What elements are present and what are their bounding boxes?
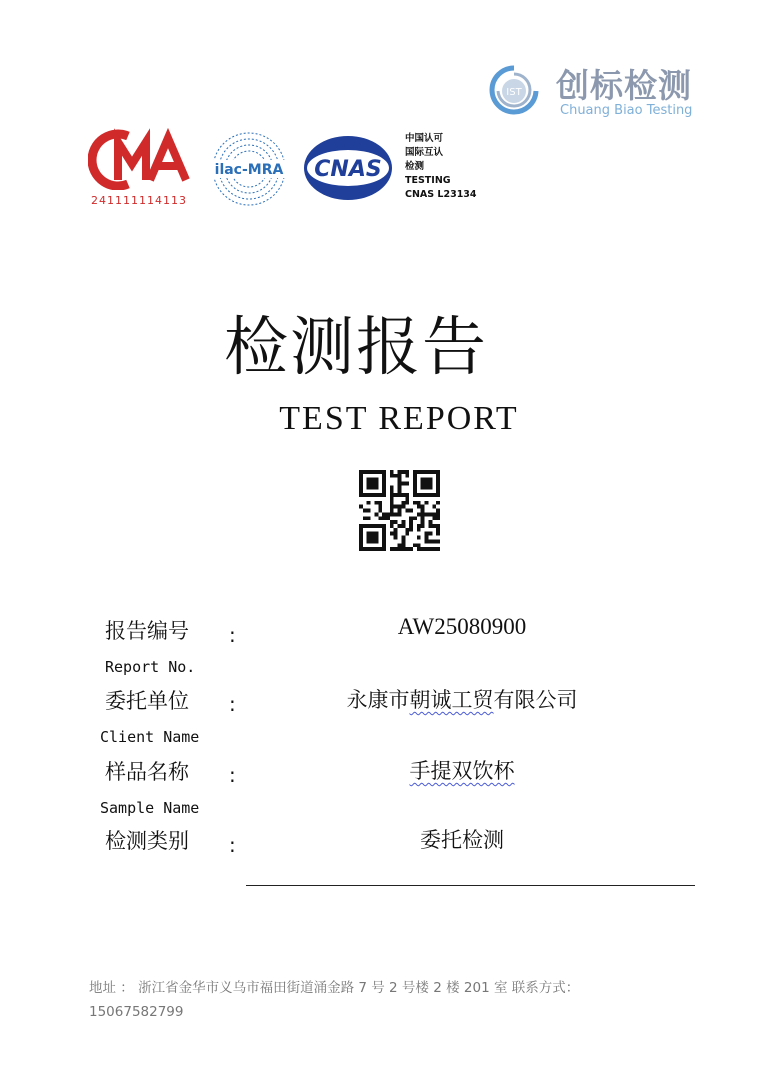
qr-module [382, 482, 386, 486]
qr-module [382, 512, 386, 516]
qr-module [432, 505, 436, 509]
qr-module [425, 539, 429, 543]
qr-module [367, 547, 371, 551]
qr-module [401, 501, 405, 505]
qr-module [428, 532, 432, 536]
client-name-value [242, 684, 682, 714]
qr-module [413, 489, 417, 493]
qr-module [378, 516, 382, 520]
qr-module [371, 524, 375, 528]
qr-module [374, 493, 378, 497]
qr-module [382, 547, 386, 551]
qr-module [390, 547, 394, 551]
qr-module [405, 482, 409, 486]
qr-module [401, 543, 405, 547]
qr-module [432, 516, 436, 520]
cnas-line: 国际互认 [405, 147, 444, 158]
qr-module [390, 520, 394, 524]
qr-module [401, 482, 405, 486]
qr-module [436, 509, 440, 513]
qr-module [390, 474, 394, 478]
qr-module [382, 485, 386, 489]
sample-name-label-en: Sample Name [100, 799, 200, 817]
qr-module [417, 524, 421, 528]
qr-module [386, 516, 390, 520]
qr-module [436, 547, 440, 551]
qr-module [378, 493, 382, 497]
report-no-label-en: Report No. [105, 658, 196, 676]
qr-module [367, 539, 371, 543]
qr-module [359, 543, 363, 547]
qr-module [394, 474, 398, 478]
qr-module [367, 509, 371, 513]
qr-module [398, 547, 402, 551]
qr-module [386, 512, 390, 516]
qr-module [428, 485, 432, 489]
footer [89, 976, 689, 1024]
qr-module [425, 501, 429, 505]
footer-phone: 15067582799 [89, 1004, 184, 1020]
qr-module [398, 470, 402, 474]
qr-module [394, 532, 398, 536]
qr-module [425, 485, 429, 489]
qr-module [382, 528, 386, 532]
qr-module [417, 470, 421, 474]
qr-module [363, 524, 367, 528]
qr-module [428, 539, 432, 543]
qr-module [421, 509, 425, 513]
qr-module [378, 509, 382, 513]
footer-address: 地址 ： 浙江省金华市义乌市福田街道涌金路 7 号 2 号楼 2 楼 201 室 联系方式： [89, 980, 580, 996]
qr-module [421, 524, 425, 528]
qr-module [378, 547, 382, 551]
qr-module [371, 539, 375, 543]
cnas-line: 检测 [405, 161, 425, 172]
qr-module [382, 539, 386, 543]
qr-module [398, 524, 402, 528]
qr-module [394, 505, 398, 509]
qr-module [371, 482, 375, 486]
cnas-line: 中国认可 [405, 133, 444, 144]
sample-name-text: 手提双饮杯 [409, 759, 515, 783]
qr-module [390, 505, 394, 509]
qr-module [417, 493, 421, 497]
qr-module [374, 478, 378, 482]
qr-module [417, 528, 421, 532]
sample-name-colon: : [229, 763, 236, 787]
qr-module [405, 470, 409, 474]
qr-module [359, 493, 363, 497]
qr-module [405, 532, 409, 536]
qr-module [417, 536, 421, 540]
qr-module [367, 536, 371, 540]
qr-module [425, 532, 429, 536]
qr-module [374, 532, 378, 536]
qr-module [394, 536, 398, 540]
cnas-logo-text: CNAS [314, 157, 382, 182]
qr-module [401, 505, 405, 509]
qr-module [409, 509, 413, 513]
qr-module [425, 482, 429, 486]
qr-module [394, 528, 398, 532]
qr-module [374, 547, 378, 551]
company-name-cn: 创标检测 [556, 66, 692, 105]
qr-module [436, 501, 440, 505]
qr-module [398, 489, 402, 493]
qr-module [425, 536, 429, 540]
qr-module [401, 539, 405, 543]
qr-module [436, 474, 440, 478]
test-type-value: 委托检测 [420, 828, 504, 852]
qr-module [417, 543, 421, 547]
qr-module [382, 489, 386, 493]
qr-module [398, 474, 402, 478]
qr-module [428, 547, 432, 551]
report-no-colon: : [229, 623, 236, 647]
ist-logo-icon [488, 64, 540, 118]
qr-module [394, 493, 398, 497]
qr-module [432, 512, 436, 516]
qr-module [432, 539, 436, 543]
client-name-part: 有限公司 [493, 688, 578, 712]
client-name-colon: : [229, 692, 236, 716]
qr-module [390, 509, 394, 513]
qr-module [390, 512, 394, 516]
qr-module [367, 478, 371, 482]
qr-module [413, 482, 417, 486]
qr-module [382, 474, 386, 478]
report-title-en: TEST REPORT [279, 400, 519, 437]
qr-module [367, 532, 371, 536]
ilac-text: ilac-MRA [214, 162, 284, 178]
qr-module [413, 470, 417, 474]
qr-module [436, 485, 440, 489]
test-type-colon: : [229, 833, 236, 857]
qr-module [374, 524, 378, 528]
qr-module [359, 536, 363, 540]
qr-module [374, 539, 378, 543]
qr-module [428, 524, 432, 528]
qr-module [436, 512, 440, 516]
qr-module [417, 512, 421, 516]
qr-module [382, 516, 386, 520]
qr-module [425, 493, 429, 497]
qr-module [371, 493, 375, 497]
qr-module [436, 539, 440, 543]
qr-module [374, 536, 378, 540]
qr-module [390, 497, 394, 501]
qr-module [394, 512, 398, 516]
qr-module [359, 524, 363, 528]
qr-module [432, 470, 436, 474]
qr-module [367, 516, 371, 520]
qr-module [382, 536, 386, 540]
qr-module [390, 485, 394, 489]
qr-module [374, 501, 378, 505]
qr-module [367, 501, 371, 505]
qr-module [382, 478, 386, 482]
qr-module [421, 470, 425, 474]
qr-module [436, 470, 440, 474]
qr-module [390, 524, 394, 528]
qr-module [417, 501, 421, 505]
qr-module [436, 528, 440, 532]
qr-module [359, 485, 363, 489]
qr-module [382, 543, 386, 547]
qr-module [421, 547, 425, 551]
qr-module [413, 485, 417, 489]
qr-module [363, 493, 367, 497]
qr-module [382, 532, 386, 536]
qr-module [371, 536, 375, 540]
client-name-label-en: Client Name [100, 728, 200, 746]
qr-module [394, 547, 398, 551]
qr-module [401, 524, 405, 528]
cnas-logo [302, 134, 394, 202]
qr-module [390, 489, 394, 493]
qr-module [405, 547, 409, 551]
qr-module [394, 520, 398, 524]
qr-module [390, 501, 394, 505]
qr-module [428, 482, 432, 486]
qr-module [363, 516, 367, 520]
qr-module [421, 512, 425, 516]
qr-module [374, 482, 378, 486]
qr-module [425, 470, 429, 474]
qr-module [398, 493, 402, 497]
qr-module [359, 482, 363, 486]
qr-module [432, 493, 436, 497]
client-name-part: 永康市 [346, 688, 410, 712]
qr-module [359, 539, 363, 543]
qr-module [382, 470, 386, 474]
qr-module [413, 478, 417, 482]
qr-module [382, 493, 386, 497]
qr-module [359, 478, 363, 482]
qr-module [398, 505, 402, 509]
ilac-mra-logo [208, 128, 290, 210]
qr-module [367, 485, 371, 489]
qr-module [436, 524, 440, 528]
qr-module [390, 532, 394, 536]
qr-module [401, 470, 405, 474]
qr-module [436, 516, 440, 520]
qr-module [421, 482, 425, 486]
qr-module [378, 470, 382, 474]
qr-module [398, 543, 402, 547]
cnas-line: TESTING [405, 175, 451, 186]
client-name-label-cn: 委托单位 [105, 689, 189, 713]
report-no-label-cn: 报告编号 [105, 619, 189, 643]
qr-module [363, 509, 367, 513]
cnas-accreditation-text [405, 132, 477, 202]
qr-module [428, 512, 432, 516]
qr-module [417, 547, 421, 551]
qr-module [398, 485, 402, 489]
qr-module [421, 478, 425, 482]
qr-module [405, 509, 409, 513]
qr-module [405, 501, 409, 505]
qr-module [436, 478, 440, 482]
qr-module [398, 509, 402, 513]
qr-module [371, 532, 375, 536]
qr-module [405, 493, 409, 497]
qr-module [359, 474, 363, 478]
qr-code [359, 470, 440, 551]
qr-module [374, 512, 378, 516]
qr-module [417, 505, 421, 509]
qr-module [421, 516, 425, 520]
qr-module [421, 505, 425, 509]
qr-module [428, 478, 432, 482]
qr-module [428, 520, 432, 524]
qr-module [398, 478, 402, 482]
qr-module [359, 528, 363, 532]
qr-module [413, 543, 417, 547]
cma-number: 241111114113 [91, 194, 187, 207]
qr-module [425, 547, 429, 551]
qr-module [428, 470, 432, 474]
qr-module [436, 493, 440, 497]
qr-module [421, 485, 425, 489]
qr-module [378, 505, 382, 509]
qr-module [413, 501, 417, 505]
ist-logo-text: IST [506, 87, 522, 98]
company-name-en: Chuang Biao Testing [560, 103, 693, 118]
qr-module [425, 512, 429, 516]
qr-module [371, 470, 375, 474]
cma-logo [88, 128, 198, 190]
qr-module [371, 547, 375, 551]
qr-module [413, 493, 417, 497]
qr-module [409, 547, 413, 551]
qr-module [405, 528, 409, 532]
report-title-cn: 检测报告 [224, 311, 488, 385]
qr-module [378, 501, 382, 505]
qr-module [401, 520, 405, 524]
qr-module [421, 493, 425, 497]
qr-module [409, 528, 413, 532]
qr-module [359, 470, 363, 474]
sample-name-value [242, 755, 682, 785]
qr-module [436, 532, 440, 536]
qr-module [378, 524, 382, 528]
qr-module [367, 470, 371, 474]
qr-module [436, 482, 440, 486]
qr-module [413, 474, 417, 478]
qr-module [409, 520, 413, 524]
qr-module [374, 485, 378, 489]
qr-module [425, 478, 429, 482]
cnas-line: CNAS L23134 [405, 189, 477, 200]
qr-module [382, 524, 386, 528]
qr-module [421, 520, 425, 524]
report-no-value: AW25080900 [397, 614, 527, 639]
divider-line [246, 885, 695, 886]
qr-module [401, 493, 405, 497]
client-name-part: 朝诚工贸 [409, 688, 494, 712]
qr-module [409, 524, 413, 528]
qr-module [401, 547, 405, 551]
qr-module [405, 474, 409, 478]
qr-module [363, 547, 367, 551]
qr-module [432, 547, 436, 551]
qr-module [367, 482, 371, 486]
qr-module [367, 524, 371, 528]
qr-module [359, 532, 363, 536]
qr-module [371, 485, 375, 489]
qr-module [398, 482, 402, 486]
qr-module [359, 505, 363, 509]
qr-module [371, 478, 375, 482]
qr-module [390, 470, 394, 474]
qr-module [374, 470, 378, 474]
qr-module [367, 493, 371, 497]
qr-module [359, 489, 363, 493]
qr-module [405, 497, 409, 501]
sample-name-label-cn: 样品名称 [105, 760, 189, 784]
qr-module [363, 470, 367, 474]
qr-module [409, 516, 413, 520]
qr-module [432, 524, 436, 528]
qr-module [436, 489, 440, 493]
test-type-label-cn: 检测类别 [105, 829, 189, 853]
qr-module [390, 493, 394, 497]
qr-module [401, 536, 405, 540]
cma-logo-text: CMA [88, 128, 91, 129]
qr-module [428, 493, 432, 497]
qr-module [398, 512, 402, 516]
qr-module [413, 516, 417, 520]
qr-module [359, 547, 363, 551]
